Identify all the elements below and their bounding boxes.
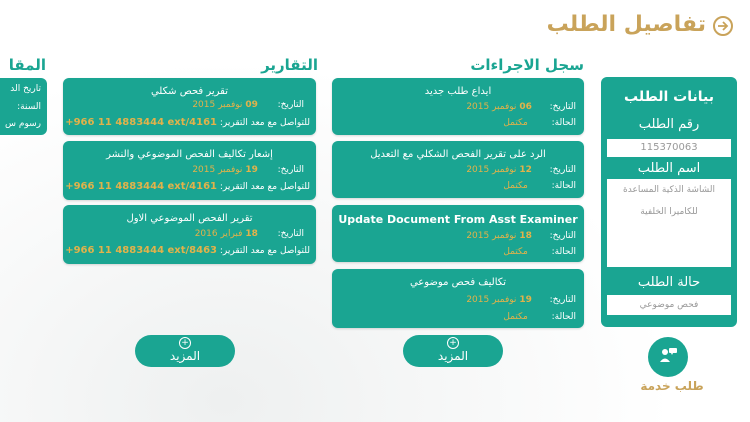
service-request-label: طلب خدمة	[640, 379, 704, 393]
service-request-button[interactable]	[636, 337, 716, 397]
contact-label: للتواصل مع معد التقرير:	[219, 246, 310, 256]
action-status-row	[503, 312, 576, 322]
action-status-row	[503, 181, 576, 191]
partial-card[interactable]	[0, 78, 47, 135]
action-date-row	[466, 102, 576, 112]
action-title: الرد على تقرير الفحص الشكلي مع التعديل	[370, 149, 546, 160]
request-number-label: رقم الطلب	[638, 117, 700, 132]
action-title: Update Document From Asst Examiner	[338, 213, 578, 226]
date-label: التاريخ:	[549, 102, 576, 112]
contact-phone[interactable]: +966 11 4883444 ext/4161	[65, 181, 218, 192]
report-contact-row	[65, 245, 310, 256]
partial-line1: تاريخ الد	[10, 84, 41, 94]
date-day: 12	[519, 165, 532, 175]
request-name-field	[607, 179, 731, 267]
arrow-right-icon	[715, 18, 731, 34]
status-label: الحالة:	[551, 181, 576, 191]
date-label: التاريخ:	[277, 100, 304, 110]
more-label: المزيد	[169, 349, 201, 363]
date-rest: نوفمبر 2015	[466, 165, 517, 175]
request-name-line2: للكاميرا الخلفية	[640, 207, 698, 217]
contact-phone[interactable]: +966 11 4883444 ext/8463	[65, 245, 218, 256]
date-rest: نوفمبر 2015	[466, 295, 517, 305]
request-number-field: 115370063	[607, 139, 731, 157]
status-label: الحالة:	[551, 247, 576, 257]
request-name-label: اسم الطلب	[637, 161, 701, 176]
action-card[interactable]	[332, 141, 584, 198]
plus-icon: +	[447, 337, 459, 349]
partial-section	[0, 0, 50, 422]
partial-section-title: المقا	[8, 56, 46, 74]
report-title: إشعار تكاليف الفحص الموضوعي والنشر	[106, 149, 273, 160]
date-rest: نوفمبر 2015	[192, 100, 243, 110]
service-request-icon-circle	[648, 337, 688, 377]
date-label: التاريخ:	[549, 231, 576, 241]
report-title: تقرير الفحص الموضوعي الاول	[126, 213, 253, 224]
action-card[interactable]	[332, 78, 584, 135]
back-button[interactable]	[713, 16, 733, 36]
status-value: مكتمل	[503, 312, 528, 322]
report-card[interactable]	[63, 141, 316, 200]
panel-heading: بيانات الطلب	[624, 89, 714, 105]
reports-more-button[interactable]	[135, 335, 235, 367]
date-day: 19	[519, 295, 532, 305]
action-card[interactable]	[332, 269, 584, 328]
reports-title: التقارير	[261, 56, 318, 74]
date-rest: نوفمبر 2015	[466, 102, 517, 112]
date-label: التاريخ:	[277, 165, 304, 175]
date-rest: نوفمبر 2015	[466, 231, 517, 241]
date-day: 06	[519, 102, 532, 112]
report-date-row	[192, 100, 304, 110]
more-label: المزيد	[437, 349, 469, 363]
action-date-row	[466, 165, 576, 175]
date-day: 18	[245, 229, 258, 239]
action-title: تكاليف فحص موضوعي	[409, 277, 507, 288]
date-day: 19	[245, 165, 258, 175]
date-label: التاريخ:	[549, 295, 576, 305]
date-rest: فبراير 2016	[194, 229, 243, 239]
request-name-line1: الشاشة الذكية المساعدة	[623, 185, 715, 195]
status-value: مكتمل	[503, 247, 528, 257]
action-status-row	[503, 247, 576, 257]
date-label: التاريخ:	[277, 229, 304, 239]
status-value: مكتمل	[503, 118, 528, 128]
report-contact-row	[65, 181, 310, 192]
report-contact-row	[65, 117, 310, 128]
status-label: حالة الطلب	[637, 275, 701, 290]
contact-label: للتواصل مع معد التقرير:	[219, 118, 310, 128]
action-title: ايداع طلب جديد	[424, 86, 492, 97]
status-field: فحص موضوعي	[607, 295, 731, 315]
action-date-row	[466, 295, 576, 305]
status-label: الحالة:	[551, 118, 576, 128]
report-date-row	[195, 229, 304, 239]
contact-phone[interactable]: +966 11 4883444 ext/4161	[65, 117, 218, 128]
action-date-row	[466, 231, 576, 241]
report-card[interactable]	[63, 205, 316, 264]
date-day: 18	[519, 231, 532, 241]
page-title: تفاصيل الطلب	[546, 12, 706, 37]
contact-label: للتواصل مع معد التقرير:	[219, 182, 310, 192]
actions-log-title: سجل الاجراءات	[470, 56, 584, 74]
status-value: مكتمل	[503, 181, 528, 191]
action-status-row	[503, 118, 576, 128]
actions-more-button[interactable]	[403, 335, 503, 367]
report-date-row	[192, 165, 304, 175]
report-title: تقرير فحص شكلي	[150, 86, 229, 97]
date-label: التاريخ:	[549, 165, 576, 175]
partial-line2: السنة:	[17, 102, 41, 112]
action-card[interactable]	[332, 205, 584, 262]
partial-line3: رسوم س	[5, 119, 41, 129]
plus-icon: +	[179, 337, 191, 349]
date-day: 09	[245, 100, 258, 110]
report-card[interactable]	[63, 78, 316, 135]
status-label: الحالة:	[551, 312, 576, 322]
chat-bubbles-icon	[656, 345, 680, 369]
date-rest: نوفمبر 2015	[192, 165, 243, 175]
request-details-panel	[601, 77, 737, 327]
